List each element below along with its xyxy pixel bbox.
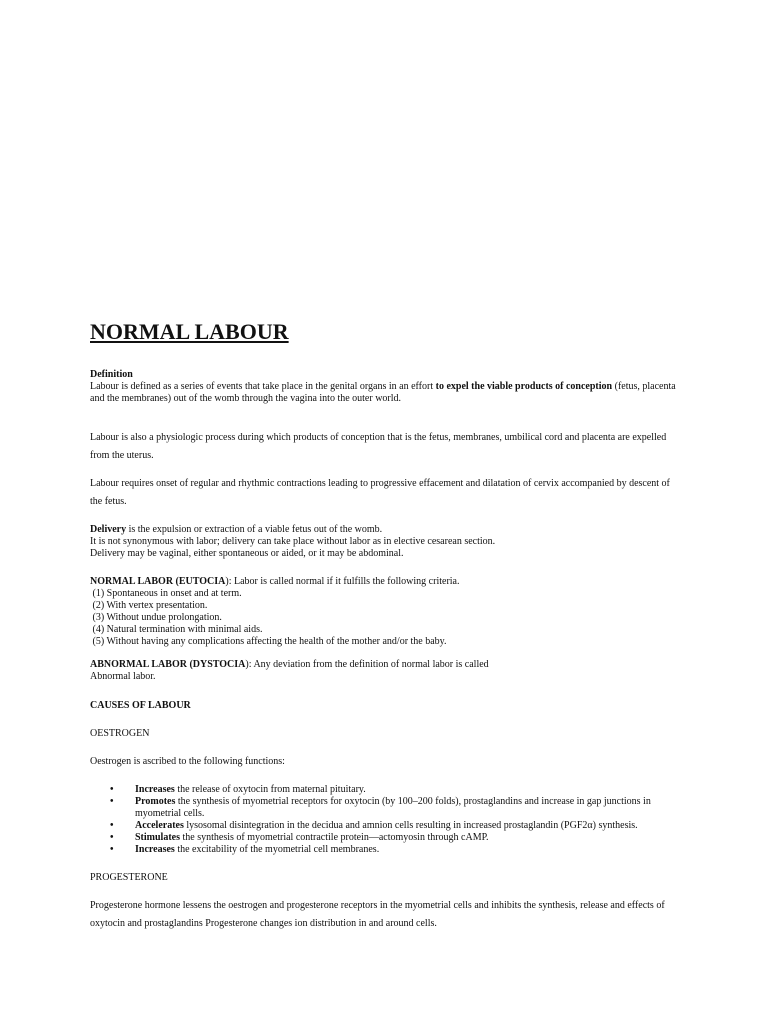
function-text: lysosomal disintegration in the decidua and amnion cells resulting in increased prostaglandin (PGF2α) synthesis. xyxy=(183,820,638,831)
list-item xyxy=(90,820,678,832)
delivery-text: is the expulsion or extraction of a viable fetus out of the womb. xyxy=(126,524,383,535)
delivery-line-2: It is not synonymous with labor; delivery can take place without labor as in elective cesarean section. xyxy=(90,536,496,547)
definition-section xyxy=(90,369,678,405)
oestrogen-intro: Oestrogen is ascribed to the following functions: xyxy=(90,756,285,767)
criteria-item: (1) Spontaneous in onset and at term. xyxy=(90,588,242,599)
abnormal-labor-line-2: Abnormal labor. xyxy=(90,671,156,682)
normal-labor-term: NORMAL LABOR (EUTOCIA xyxy=(90,576,226,587)
list-item xyxy=(90,844,678,856)
bullet-icon: • xyxy=(110,796,114,807)
bullet-icon: • xyxy=(110,820,114,831)
function-term: Stimulates xyxy=(135,832,180,843)
abnormal-labor-text: ): Any deviation from the definition of normal labor is called xyxy=(245,659,489,670)
oestrogen-heading: OESTROGEN xyxy=(90,728,150,739)
requirements-paragraph: Labour requires onset of regular and rhythmic contractions leading to progressive effacement and dilatation of cervix accompanied by descent of the fetus. xyxy=(90,478,670,507)
delivery-line-3: Delivery may be vaginal, either spontaneous or aided, or it may be abdominal. xyxy=(90,548,404,559)
page-title: NORMAL LABOUR xyxy=(90,319,289,344)
progesterone-heading: PROGESTERONE xyxy=(90,872,168,883)
causes-heading: CAUSES OF LABOUR xyxy=(90,700,191,711)
oestrogen-functions-list xyxy=(90,784,678,856)
progesterone-paragraph: Progesterone hormone lessens the oestrogen and progesterone receptors in the myometrial cells and inhibits the synthesis, release and effects of oxytocin and prostaglandins Progesterone changes ion distribution in and around cells. xyxy=(90,900,665,929)
definition-heading: Definition xyxy=(90,369,133,380)
definition-text-end: (fetus, placenta and the membranes) out of the womb through the vagina into the outer world. xyxy=(90,381,676,404)
criteria-item: (2) With vertex presentation. xyxy=(90,600,208,611)
abnormal-labor-section xyxy=(90,659,678,683)
bullet-icon: • xyxy=(110,832,114,843)
definition-text xyxy=(90,381,678,405)
function-term: Promotes xyxy=(135,796,176,807)
bullet-icon: • xyxy=(110,844,114,855)
criteria-item: (5) Without having any complications affecting the health of the mother and/or the baby. xyxy=(90,636,447,647)
list-item xyxy=(90,832,678,844)
abnormal-labor-term: ABNORMAL LABOR (DYSTOCIA xyxy=(90,659,246,670)
criteria-item: (3) Without undue prolongation. xyxy=(90,612,222,623)
function-text: the release of oxytocin from maternal pituitary. xyxy=(174,784,366,795)
physiologic-paragraph: Labour is also a physiologic process during which products of conception that is the fetus, membranes, umbilical cord and placenta are expelled from the uterus. xyxy=(90,432,667,461)
delivery-definition xyxy=(90,524,678,536)
normal-labor-section xyxy=(90,576,678,648)
definition-text-start: Labour is defined as a series of events that take place in the genital organs in an effort xyxy=(90,381,436,392)
list-item xyxy=(90,796,678,820)
criteria-item: (4) Natural termination with minimal aids. xyxy=(90,624,263,635)
function-text: the excitability of the myometrial cell membranes. xyxy=(174,844,380,855)
bullet-icon: • xyxy=(110,784,114,795)
normal-labor-definition xyxy=(90,576,678,588)
definition-emphasis: to expel the viable products of conception xyxy=(435,381,613,392)
abnormal-labor-definition xyxy=(90,659,678,671)
function-text: the synthesis of myometrial contractile protein—actomyosin through cAMP. xyxy=(180,832,489,843)
list-item xyxy=(90,784,678,796)
delivery-section xyxy=(90,524,678,560)
normal-labor-text: ): Labor is called normal if it fulfills the following criteria. xyxy=(225,576,460,587)
delivery-term: Delivery xyxy=(90,524,127,535)
function-term: Increases xyxy=(135,784,175,795)
function-term: Increases xyxy=(135,844,175,855)
function-term: Accelerates xyxy=(135,820,184,831)
function-text: the synthesis of myometrial receptors for oxytocin (by 100–200 folds), prostaglandins and increase in gap junctions in myometrial cells. xyxy=(135,796,651,819)
